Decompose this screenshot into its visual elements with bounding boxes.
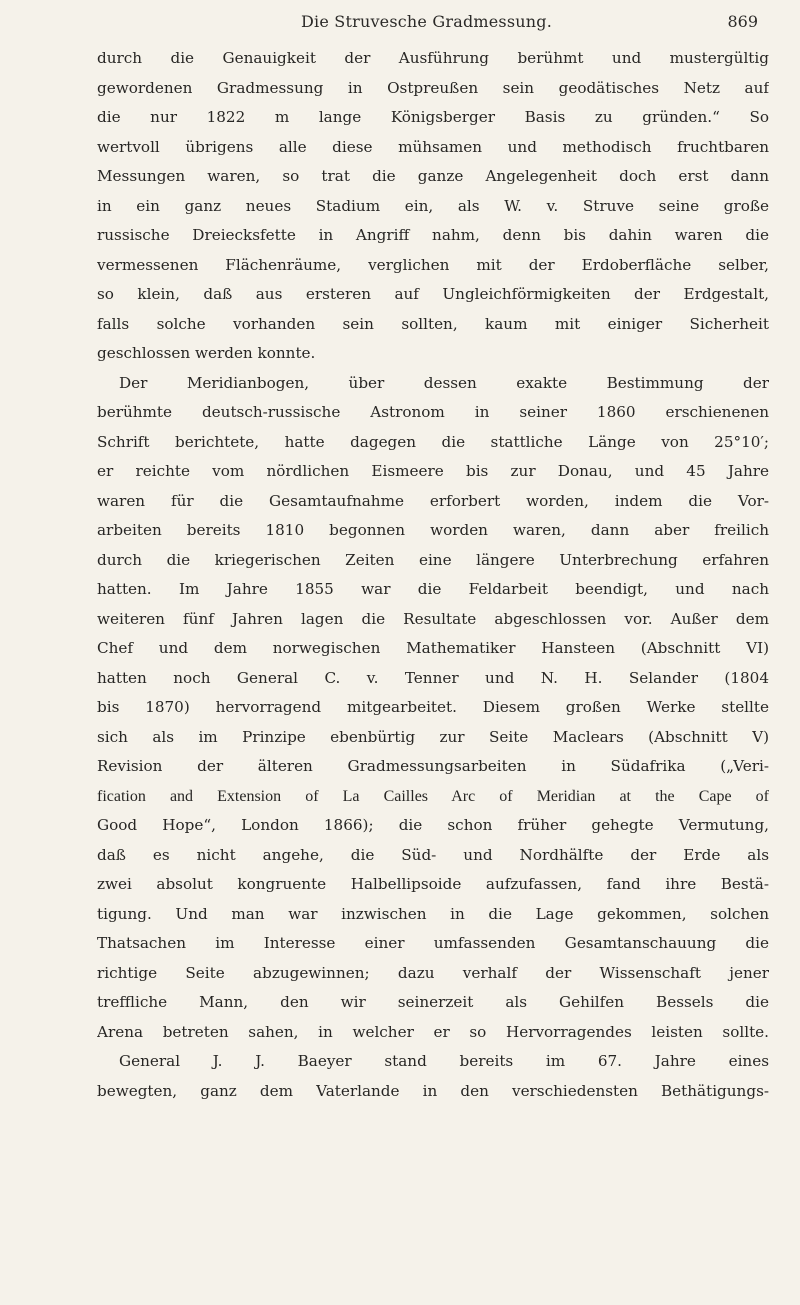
text-line: General J. J. Baeyer stand bereits im 67. Jahre eines [119,1052,769,1070]
text-line: waren für die Gesamtaufnahme erforbert worden, indem die Vor- [97,491,769,510]
text-line: Revision der älteren Gradmessungsarbeiten in Südafrika („Veri- [97,757,769,775]
text-line: hatten. Im Jahre 1855 war die Feldarbeit beendigt, und nach [97,580,769,598]
text-line: geschlossen werden konnte. [97,344,316,362]
text-line: durch die kriegerischen Zeiten eine längere Unterbrechung erfahren [97,550,769,569]
text-line: bewegten, ganz dem Vaterlande in den verschiedensten Bethätigungs- [97,1081,769,1100]
text-line: die nur 1822 m lange Königsberger Basis zu gründen.“ So [97,108,769,126]
text-line: er reichte vom nördlichen Eismeere bis zur Donau, und 45 Jahre [97,462,769,480]
text-line: Schrift berichtete, hatte dagegen die stattliche Länge von 25°10′; [97,432,769,451]
text-line: Chef und dem norwegischen Mathematiker Hansteen (Abschnitt VI) [97,639,769,657]
text-line: Thatsachen im Interesse einer umfassenden Gesamtanschauung die [97,934,769,952]
page-number: 869 [727,12,758,31]
text-line: tigung. Und man war inzwischen in die Lage gekommen, solchen [97,904,769,923]
text-line: treffliche Mann, den wir seinerzeit als Gehilfen Bessels die [97,993,769,1011]
text-line: gewordenen Gradmessung in Ostpreußen sein geodätisches Netz auf [97,78,769,97]
text-line: weiteren fünf Jahren lagen die Resultate abgeschlossen vor. Außer dem [97,609,769,628]
text-line: wertvoll übrigens alle diese mühsamen und methodisch fruchtbaren [97,137,769,156]
text-line: daß es nicht angehe, die Süd- und Nordhälfte der Erde als [97,845,769,864]
text-line: arbeiten bereits 1810 begonnen worden waren, dann aber freilich [97,521,769,539]
text-line: zwei absolut kongruente Halbellipsoide aufzufassen, fand ihre Bestä- [97,875,769,893]
text-line: so klein, daß aus ersteren auf Ungleichförmigkeiten der Erdgestalt, [97,285,769,303]
text-line: falls solche vorhanden sein sollten, kaum mit einiger Sicherheit [97,314,769,333]
running-title: Die Struvesche Gradmessung. [301,12,552,31]
text-line: russische Dreiecksfette in Angriff nahm, denn bis dahin waren die [97,226,769,244]
text-line: bis 1870) hervorragend mitgearbeitet. Diesem großen Werke stellte [97,698,769,716]
text-line: fication and Extension of La Cailles Arc of Meridian at the Cape of [97,787,769,805]
text-line: Good Hope“, London 1866); die schon früher gehegte Vermutung, [97,816,769,834]
text-line: richtige Seite abzugewinnen; dazu verhalf der Wissenschaft jener [97,963,769,982]
text-line: hatten noch General C. v. Tenner und N. H. Selander (1804 [97,668,769,687]
text-line: vermessenen Flächenräume, verglichen mit der Erdoberfläche selber, [97,255,769,274]
text-line: Arena betreten sahen, in welcher er so Hervorragendes leisten sollte. [97,1022,769,1041]
text-line: durch die Genauigkeit der Ausführung berühmt und mustergültig [97,49,769,67]
body-text [97,44,769,1299]
text-line: sich als im Prinzipe ebenbürtig zur Seite Maclears (Abschnitt V) [97,727,769,746]
text-line: in ein ganz neues Stadium ein, als W. v. Struve seine große [97,196,769,215]
text-line: Der Meridianbogen, über dessen exakte Bestimmung der [119,373,769,392]
text-line: Messungen waren, so trat die ganze Angelegenheit doch erst dann [97,167,769,185]
running-header [95,10,758,36]
text-line: berühmte deutsch-russische Astronom in seiner 1860 erschienenen [97,403,769,421]
